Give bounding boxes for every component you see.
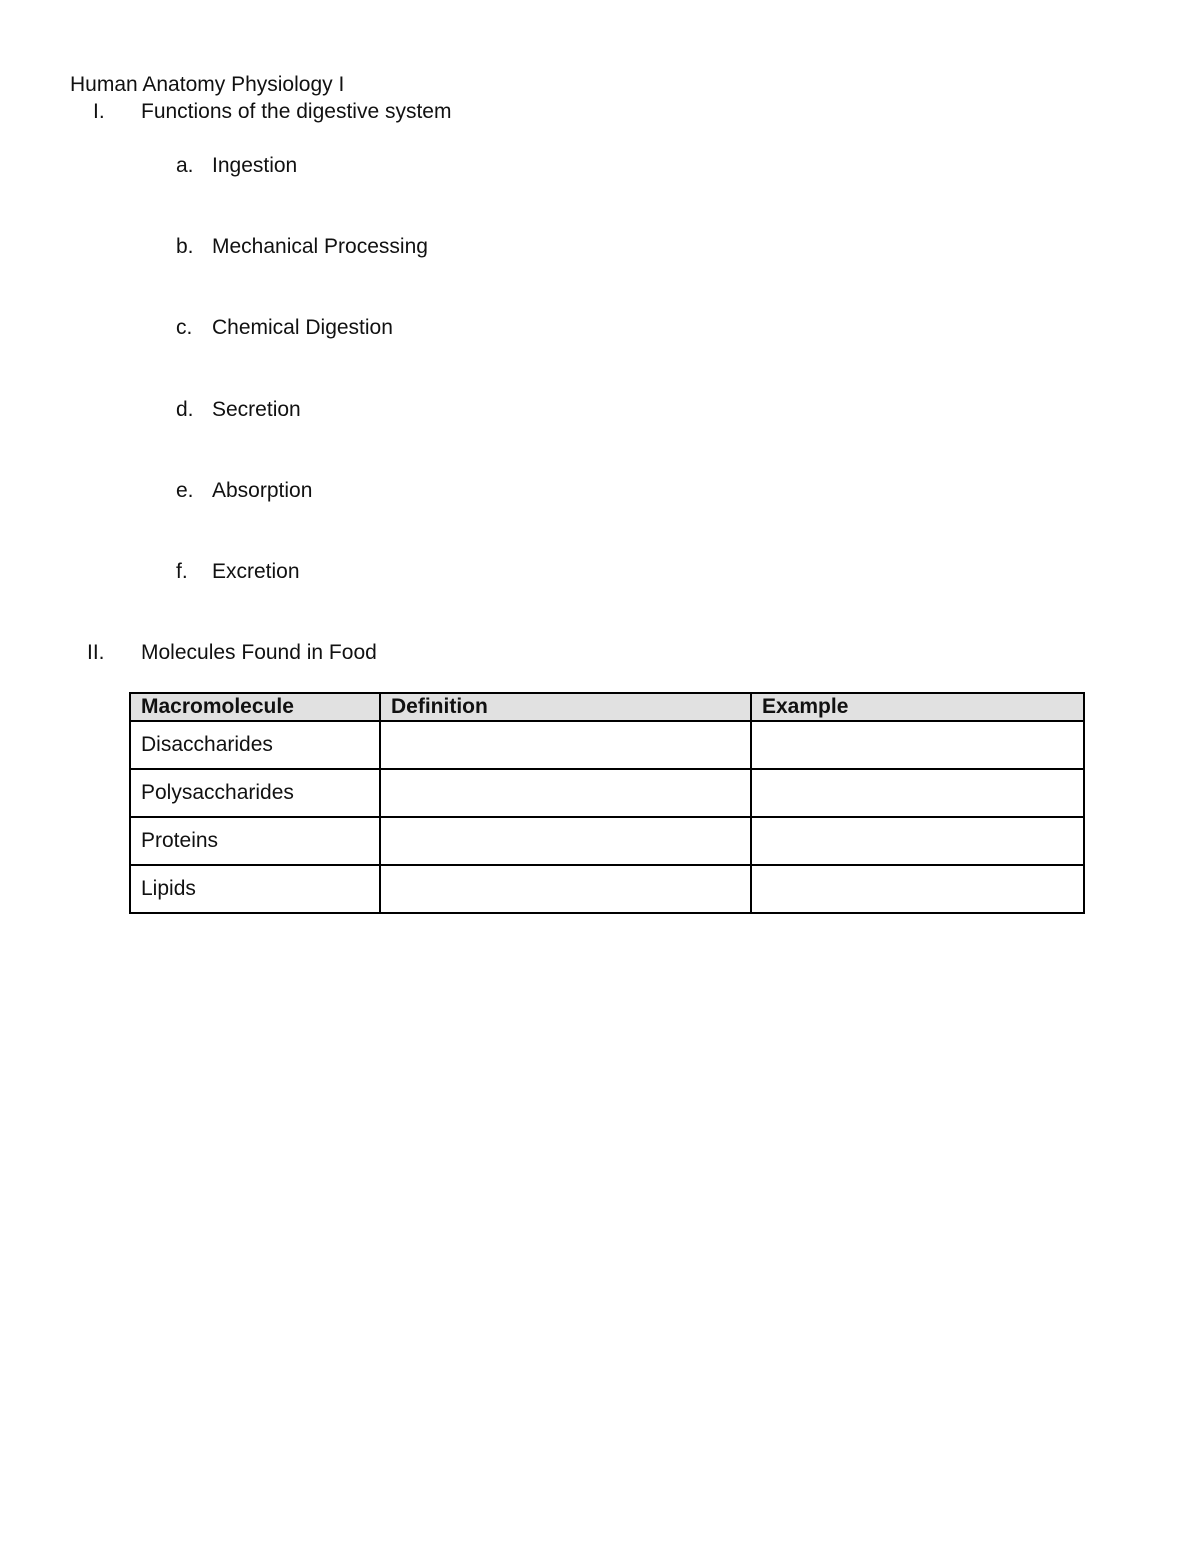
list-item-label: Mechanical Processing bbox=[212, 235, 428, 258]
column-header-example: Example bbox=[751, 693, 1084, 721]
section-2-title: Molecules Found in Food bbox=[141, 641, 377, 664]
list-item-letter: c. bbox=[176, 316, 193, 339]
list-item-label: Ingestion bbox=[212, 154, 298, 177]
macromolecule-cell: Lipids bbox=[130, 865, 380, 913]
example-cell[interactable] bbox=[751, 769, 1084, 817]
definition-cell[interactable] bbox=[380, 865, 751, 913]
definition-cell[interactable] bbox=[380, 769, 751, 817]
list-item-label: Excretion bbox=[212, 560, 300, 583]
section-1-numeral: I. bbox=[93, 100, 105, 123]
macromolecule-cell: Polysaccharides bbox=[130, 769, 380, 817]
document-title: Human Anatomy Physiology I bbox=[70, 73, 345, 96]
macromolecule-cell: Disaccharides bbox=[130, 721, 380, 769]
list-item-letter: b. bbox=[176, 235, 194, 258]
list-item-letter: d. bbox=[176, 398, 194, 421]
list-item-letter: f. bbox=[176, 560, 188, 583]
example-cell[interactable] bbox=[751, 865, 1084, 913]
example-cell[interactable] bbox=[751, 817, 1084, 865]
list-item-label: Absorption bbox=[212, 479, 313, 502]
table-row bbox=[130, 721, 1084, 769]
column-header-macromolecule: Macromolecule bbox=[130, 693, 380, 721]
column-header-definition: Definition bbox=[380, 693, 751, 721]
macromolecule-cell: Proteins bbox=[130, 817, 380, 865]
example-cell[interactable] bbox=[751, 721, 1084, 769]
table-row bbox=[130, 769, 1084, 817]
definition-cell[interactable] bbox=[380, 817, 751, 865]
list-item-letter: e. bbox=[176, 479, 194, 502]
list-item-label: Secretion bbox=[212, 398, 301, 421]
section-1-title: Functions of the digestive system bbox=[141, 100, 452, 123]
table-row bbox=[130, 817, 1084, 865]
section-2-numeral: II. bbox=[87, 641, 105, 664]
list-item-label: Chemical Digestion bbox=[212, 316, 393, 339]
table-header-row bbox=[130, 693, 1084, 721]
table-row bbox=[130, 865, 1084, 913]
macromolecule-table bbox=[129, 692, 1085, 914]
list-item-letter: a. bbox=[176, 154, 194, 177]
definition-cell[interactable] bbox=[380, 721, 751, 769]
